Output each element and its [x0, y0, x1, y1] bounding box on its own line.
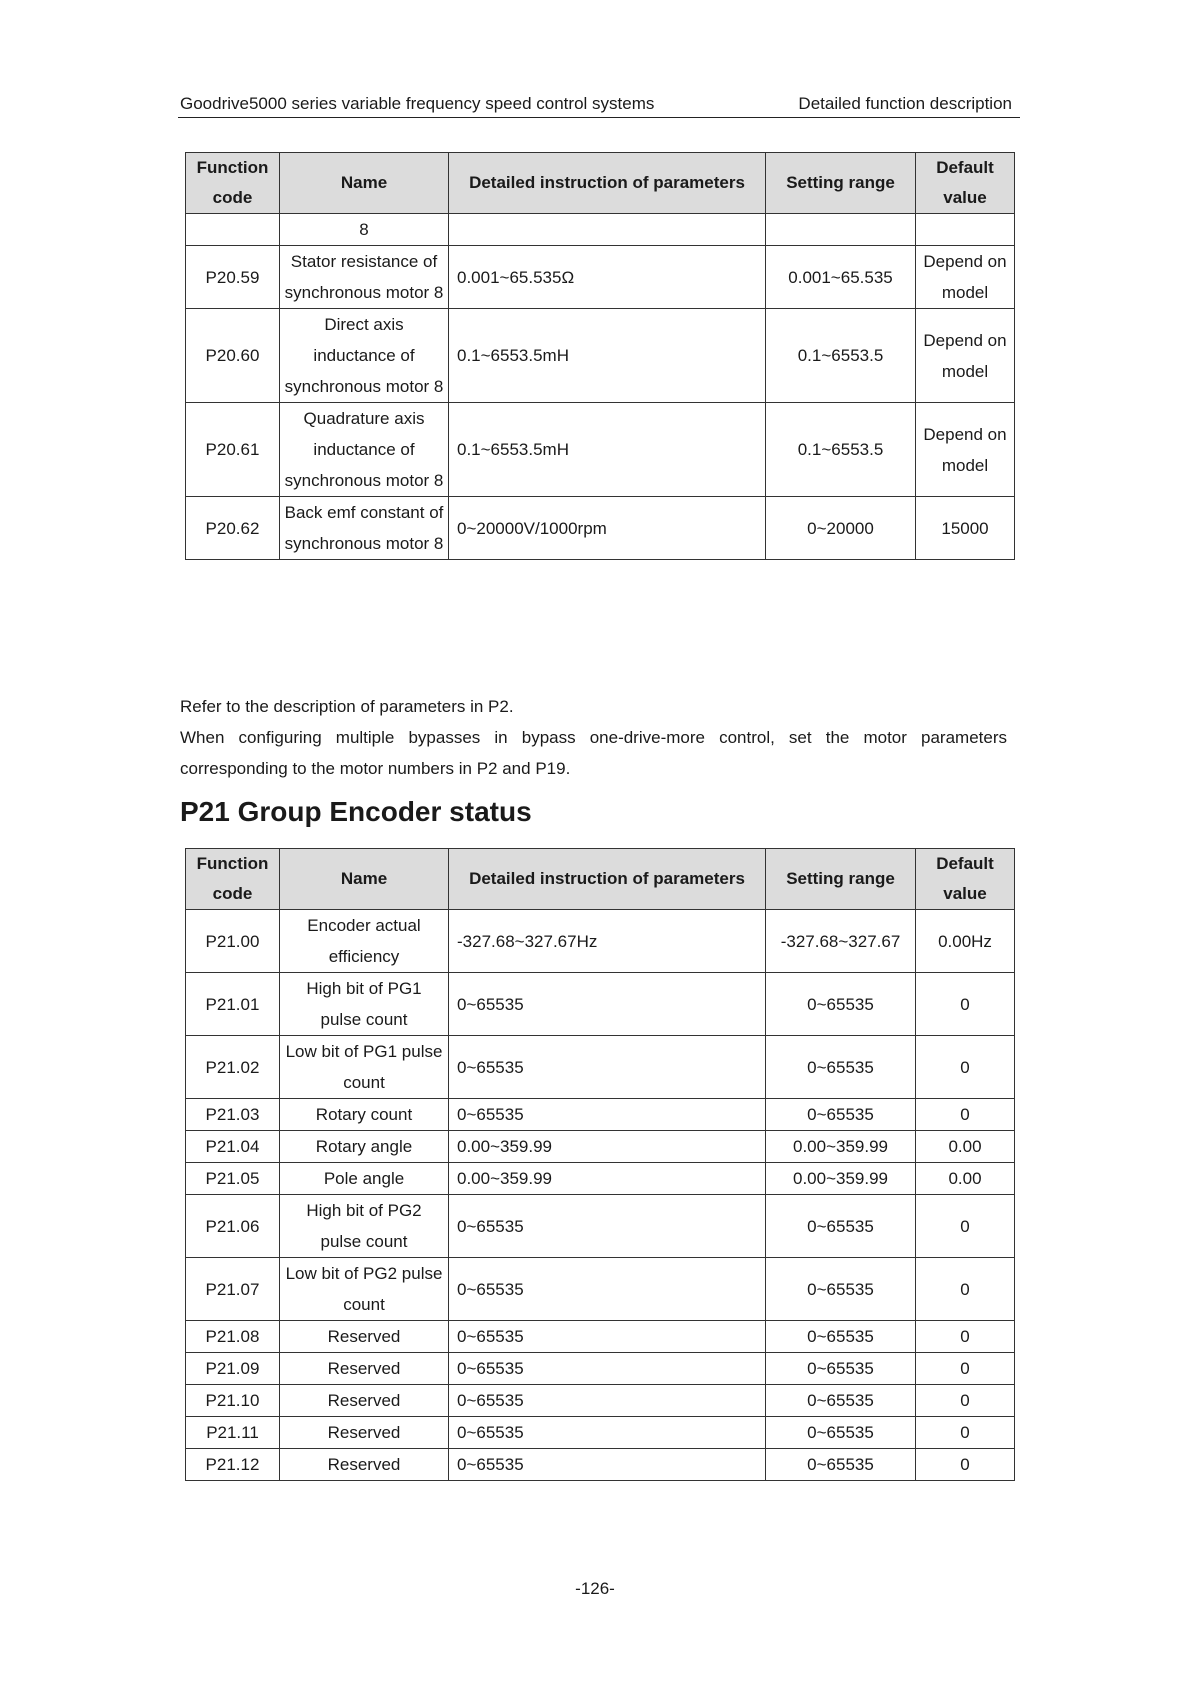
name-cell: Low bit of PG2 pulse count — [280, 1258, 449, 1321]
table-row — [186, 1131, 1015, 1163]
function-code-cell: P21.04 — [186, 1131, 280, 1163]
section-title: P21 Group Encoder status — [180, 796, 532, 827]
function-code-cell: P21.11 — [186, 1417, 280, 1449]
table-row — [186, 1417, 1015, 1449]
table-row — [186, 403, 1015, 497]
range-cell: 0.00~359.99 — [766, 1163, 916, 1195]
detail-cell: 0~65535 — [449, 1417, 766, 1449]
default-cell: 0 — [916, 1385, 1015, 1417]
name-cell: Pole angle — [280, 1163, 449, 1195]
name-cell: Reserved — [280, 1385, 449, 1417]
table-row — [186, 1258, 1015, 1321]
name-cell: Quadrature axis inductance of synchronous motor 8 — [280, 403, 449, 497]
function-code-cell — [186, 214, 280, 246]
range-cell — [766, 214, 916, 246]
name-cell: Reserved — [280, 1417, 449, 1449]
detail-cell: 0~65535 — [449, 1353, 766, 1385]
function-code-cell: P21.10 — [186, 1385, 280, 1417]
bypass-note: When configuring multiple bypasses in bypass one-drive-more control, set the motor parameters corresponding to the motor numbers in P2 and P19. — [180, 728, 1007, 778]
range-cell: 0~65535 — [766, 1099, 916, 1131]
function-code-cell: P20.62 — [186, 497, 280, 560]
table-row — [186, 1321, 1015, 1353]
range-cell: 0.1~6553.5 — [766, 403, 916, 497]
name-cell: Encoder actual efficiency — [280, 910, 449, 973]
detail-cell: 0~65535 — [449, 973, 766, 1036]
detail-cell: 0~20000V/1000rpm — [449, 497, 766, 560]
table-row — [186, 1353, 1015, 1385]
reference-note: Refer to the description of parameters in P2. — [180, 697, 514, 716]
table-row — [186, 1449, 1015, 1481]
detail-cell: 0.00~359.99 — [449, 1163, 766, 1195]
range-cell: 0~65535 — [766, 1353, 916, 1385]
detail-cell: 0~65535 — [449, 1258, 766, 1321]
detail-cell: 0.1~6553.5mH — [449, 403, 766, 497]
default-cell: 0 — [916, 1099, 1015, 1131]
detail-cell: 0~65535 — [449, 1036, 766, 1099]
column-header-detail: Detailed instruction of parameters — [449, 849, 766, 910]
table-row — [186, 1036, 1015, 1099]
range-cell: 0~65535 — [766, 1385, 916, 1417]
function-code-cell: P21.07 — [186, 1258, 280, 1321]
p20-parameter-table — [185, 152, 1015, 560]
column-header-setting-range: Setting range — [766, 849, 916, 910]
default-cell: 0 — [916, 1195, 1015, 1258]
column-header-setting-range: Setting range — [766, 153, 916, 214]
name-cell: Reserved — [280, 1353, 449, 1385]
default-cell: 0 — [916, 1353, 1015, 1385]
detail-cell: 0.1~6553.5mH — [449, 309, 766, 403]
function-code-cell: P20.59 — [186, 246, 280, 309]
page-number: -126- — [575, 1579, 615, 1598]
name-cell: High bit of PG1 pulse count — [280, 973, 449, 1036]
range-cell: 0~65535 — [766, 1258, 916, 1321]
default-cell: Depend on model — [916, 309, 1015, 403]
default-cell: 0.00Hz — [916, 910, 1015, 973]
range-cell: 0~65535 — [766, 1195, 916, 1258]
default-cell: Depend on model — [916, 403, 1015, 497]
name-cell: 8 — [280, 214, 449, 246]
range-cell: 0~65535 — [766, 1449, 916, 1481]
range-cell: 0.00~359.99 — [766, 1131, 916, 1163]
column-header-default-value: Default value — [916, 153, 1015, 214]
page-header — [178, 91, 1020, 118]
name-cell: Rotary count — [280, 1099, 449, 1131]
table-row — [186, 1195, 1015, 1258]
function-code-cell: P21.03 — [186, 1099, 280, 1131]
default-cell: 0 — [916, 1321, 1015, 1353]
name-cell: Rotary angle — [280, 1131, 449, 1163]
name-cell: Reserved — [280, 1449, 449, 1481]
table-row — [186, 497, 1015, 560]
table-header-row — [186, 849, 1015, 910]
default-cell: 0.00 — [916, 1163, 1015, 1195]
range-cell: -327.68~327.67 — [766, 910, 916, 973]
default-cell: 0 — [916, 1449, 1015, 1481]
default-cell: 0 — [916, 1036, 1015, 1099]
function-code-cell: P21.00 — [186, 910, 280, 973]
header-section: Detailed function description — [798, 94, 1012, 113]
detail-cell: 0.001~65.535Ω — [449, 246, 766, 309]
column-header-default-value: Default value — [916, 849, 1015, 910]
range-cell: 0~65535 — [766, 1417, 916, 1449]
default-cell: Depend on model — [916, 246, 1015, 309]
detail-cell: 0~65535 — [449, 1449, 766, 1481]
table-row — [186, 309, 1015, 403]
header-title: Goodrive5000 series variable frequency speed control systems — [180, 94, 655, 113]
default-cell: 0.00 — [916, 1131, 1015, 1163]
table-row — [186, 973, 1015, 1036]
column-header-name: Name — [280, 849, 449, 910]
function-code-cell: P20.60 — [186, 309, 280, 403]
default-cell: 0 — [916, 1258, 1015, 1321]
range-cell: 0.001~65.535 — [766, 246, 916, 309]
p21-encoder-status-table — [185, 848, 1015, 1481]
detail-cell: 0.00~359.99 — [449, 1131, 766, 1163]
function-code-cell: P21.06 — [186, 1195, 280, 1258]
detail-cell: 0~65535 — [449, 1099, 766, 1131]
function-code-cell: P21.01 — [186, 973, 280, 1036]
name-cell: High bit of PG2 pulse count — [280, 1195, 449, 1258]
default-cell: 0 — [916, 973, 1015, 1036]
table-row — [186, 246, 1015, 309]
column-header-detail: Detailed instruction of parameters — [449, 153, 766, 214]
table-row — [186, 214, 1015, 246]
detail-cell: -327.68~327.67Hz — [449, 910, 766, 973]
table-row — [186, 1099, 1015, 1131]
name-cell: Reserved — [280, 1321, 449, 1353]
column-header-function-code: Function code — [186, 849, 280, 910]
name-cell: Low bit of PG1 pulse count — [280, 1036, 449, 1099]
column-header-name: Name — [280, 153, 449, 214]
default-cell: 0 — [916, 1417, 1015, 1449]
name-cell: Stator resistance of synchronous motor 8 — [280, 246, 449, 309]
name-cell: Back emf constant of synchronous motor 8 — [280, 497, 449, 560]
function-code-cell: P21.09 — [186, 1353, 280, 1385]
function-code-cell: P21.05 — [186, 1163, 280, 1195]
range-cell: 0~65535 — [766, 973, 916, 1036]
function-code-cell: P21.02 — [186, 1036, 280, 1099]
column-header-function-code: Function code — [186, 153, 280, 214]
table-row — [186, 1385, 1015, 1417]
table-row — [186, 910, 1015, 973]
function-code-cell: P20.61 — [186, 403, 280, 497]
name-cell: Direct axis inductance of synchronous motor 8 — [280, 309, 449, 403]
range-cell: 0~20000 — [766, 497, 916, 560]
detail-cell: 0~65535 — [449, 1321, 766, 1353]
detail-cell: 0~65535 — [449, 1195, 766, 1258]
table-header-row — [186, 153, 1015, 214]
detail-cell: 0~65535 — [449, 1385, 766, 1417]
table-row — [186, 1163, 1015, 1195]
detail-cell — [449, 214, 766, 246]
function-code-cell: P21.12 — [186, 1449, 280, 1481]
range-cell: 0~65535 — [766, 1321, 916, 1353]
function-code-cell: P21.08 — [186, 1321, 280, 1353]
range-cell: 0~65535 — [766, 1036, 916, 1099]
default-cell: 15000 — [916, 497, 1015, 560]
range-cell: 0.1~6553.5 — [766, 309, 916, 403]
default-cell — [916, 214, 1015, 246]
